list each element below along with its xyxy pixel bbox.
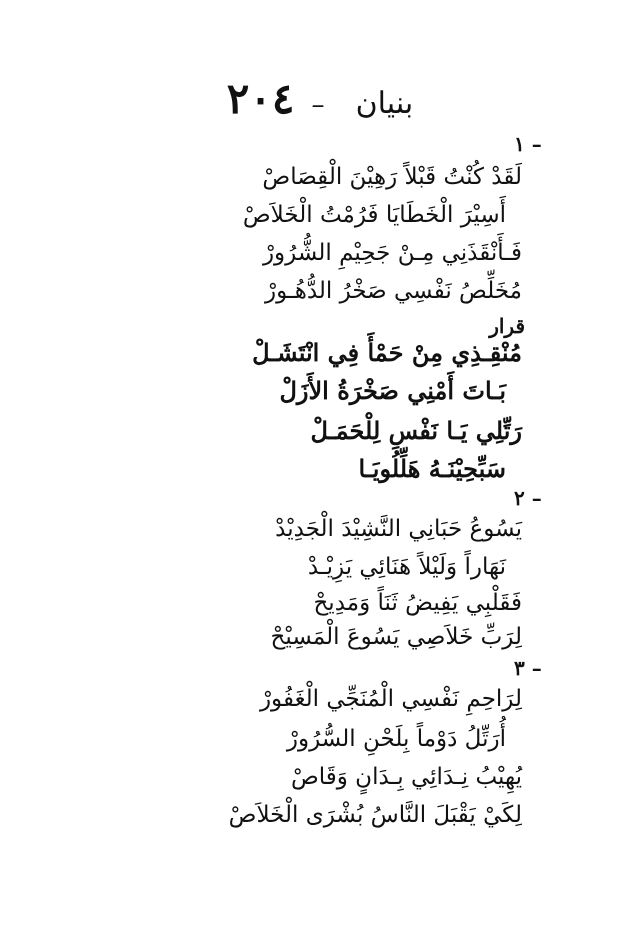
- verse-2-line-4: لِرَبِّ خَلاَصِي يَسُوعَ الْمَسِيْحْ: [270, 624, 522, 650]
- hymn-number: ٢٠٤: [226, 74, 295, 123]
- verse-3-marker: ٣ –: [514, 656, 542, 680]
- refrain-line-4: سَبِّحِيْنَـهُ هَلِّلُويَـا: [358, 454, 506, 483]
- verse-1-line-2: أَسِيْرَ الْخَطَايَا فَرُمْتُ الْخَلاَصْ: [242, 202, 506, 228]
- refrain-line-3: رَتِّلِي يَـا نَفْسِ لِلْحَمَـلْ: [310, 416, 522, 445]
- verse-3-line-2: أُرَتِّلُ دَوْماً بِلَحْنِ السُّرُورْ: [286, 726, 506, 752]
- verse-1-line-1: لَقَدْ كُنْتُ قَبْلاً رَهِيْنَ الْقِصَاصْ: [262, 164, 522, 190]
- page-title: بنيان: [355, 86, 414, 121]
- verse-2-line-1: يَسُوعُ حَبَانِي النَّشِيْدَ الْجَدِيْدْ: [275, 516, 522, 542]
- verse-3-line-3: يُهِيْبُ نِـدَائِي بِـدَانٍ وَقَاصْ: [290, 764, 522, 790]
- verse-1-line-3: فَـأَنْقَذَنِي مِـنْ جَحِيْمِ الشُّرُورْ: [262, 240, 522, 266]
- verse-3-line-4: لِكَيْ يَقْبَلَ النَّاسُ بُشْرَى الْخَلاَصْ: [228, 802, 522, 828]
- verse-2-line-3: فَقَلْبِي يَفِيضُ ثَنَاً وَمَدِيحْ: [313, 590, 522, 616]
- refrain-line-1: مُنْقِـذِي مِنْ حَمْأَ فِي انْتَشَـلْ: [252, 338, 522, 367]
- verse-3-line-1: لِرَاحِمِ نَفْسِي الْمُنَجِّي الْغَفُورْ: [259, 686, 522, 712]
- verse-2-line-2: نَهَاراً وَلَيْلاً هَنَائِي يَزِيْـدْ: [307, 554, 506, 580]
- header-dash: –: [311, 90, 325, 120]
- verse-2-marker: ٢ –: [514, 486, 542, 510]
- refrain-label: قرار: [489, 314, 525, 338]
- verse-1-marker: ١ –: [514, 132, 542, 156]
- page-header: [0, 74, 640, 123]
- refrain-line-2: بَـاتَ أَمْنِي صَخْرَةُ الأَزَلْ: [279, 376, 506, 405]
- verse-1-line-4: مُخَلِّصُ نَفْسِي صَخْرُ الدُّهُـورْ: [264, 278, 522, 304]
